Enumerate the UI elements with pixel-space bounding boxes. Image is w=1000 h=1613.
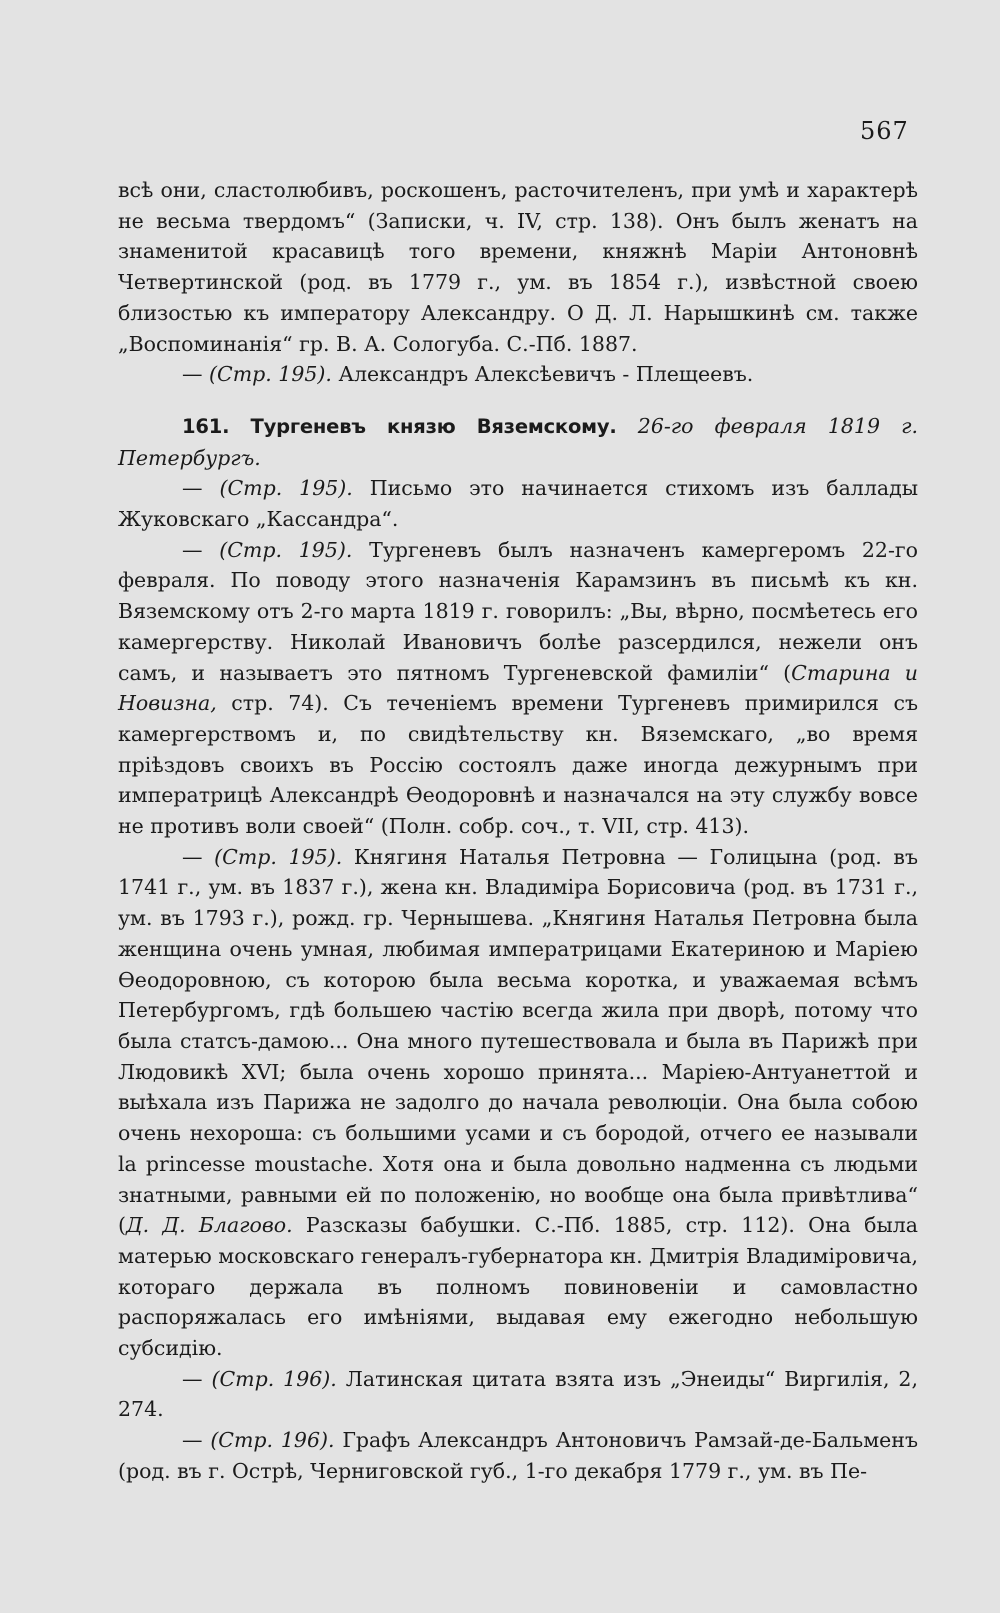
source-author: Д. Д. Благово. [126, 1213, 293, 1238]
page-reference: (Стр. 196). [210, 1428, 335, 1453]
note-text: Тургеневъ былъ назначенъ камергеромъ 22-го февраля. По поводу этого назначенія Карамзинъ въ письмѣ къ кн. Вяземскому отъ 2-го марта 1819 г. говорилъ: „Вы, вѣрно, посмѣетесь его камергерству. Николай Ивановичъ болѣе разсердился, нежели онъ самъ, и называетъ это пятномъ Тургеневской фамиліи“ ( [118, 537, 918, 685]
paragraph-text: всѣ они, сластолюбивъ, роскошенъ, расточителенъ, при умѣ и характерѣ не весьма твердомъ“ (Записки, ч. IV, стр. 138). Онъ былъ женатъ на знаменитой красавицѣ того времени, княжнѣ Маріи Антоновнѣ Четвертинской (род. въ 1779 г., ум. въ 1854 г.), извѣстной своею близостью къ императору Александру. О Д. Л. Нарышкинѣ см. также „Воспоминанія“ гр. В. А. Сологуба. С.-Пб. 1887. [118, 178, 918, 356]
note-text: Александръ Алексѣевичъ - Плещеевъ. [331, 362, 754, 387]
note-text: Письмо это начинается стихомъ изъ баллады Жуковскаго „Кассандра“. [118, 476, 919, 532]
page-number: 567 [860, 117, 909, 145]
note-text: стр. 74). Съ теченіемъ времени Тургеневъ примирился съ камергерствомъ и, по свидѣтельству кн. Вяземскаго, „во время пріѣздовъ своихъ въ Россію состоялъ даже иногда дежурнымъ при императрицѣ Александрѣ Ѳеодоровнѣ и назначался на эту службу вовсе не противъ воли своей“ (Полн. собр. соч., т. VII, стр. 413). [118, 691, 918, 839]
entry-heading [118, 411, 918, 473]
note-paragraph: — (Стр. 196). Графъ Александръ Антоновичъ Рамзай-де-Бальменъ (род. въ г. Острѣ, Черниговской губ., 1-го декабря 1779 г., ум. въ Пе- [118, 1428, 918, 1483]
page-reference: (Стр. 195). [214, 844, 343, 869]
note-text: Латинская цитата взята изъ „Энеиды“ Виргилія, 2, 274. [118, 1366, 918, 1422]
note-paragraph: — (Стр. 195). Александръ Алексѣевичъ - Плещеевъ. [182, 362, 754, 387]
page-reference: (Стр. 195). [219, 537, 353, 562]
note-paragraph: — (Стр. 195). Письмо это начинается стихомъ изъ баллады Жуковскаго „Кассандра“. [118, 476, 919, 532]
page-reference: (Стр. 196). [211, 1366, 337, 1391]
note-paragraph: — (Стр. 195). Тургеневъ былъ назначенъ камергеромъ 22-го февраля. По поводу этого назначенія Карамзинъ въ письмѣ къ кн. Вяземскому отъ 2-го марта 1819 г. говорилъ: „Вы, вѣрно, посмѣетесь его камергерству. Николай Ивановичъ болѣе разсердился, нежели онъ самъ, и называетъ это пятномъ Тургеневской фамиліи“ (Старина и Новизна, стр. 74). Съ теченіемъ времени Тургеневъ примирился съ камергерствомъ и, по свидѣтельству кн. Вяземскаго, „во время пріѣздовъ своихъ въ Россію состоялъ даже иногда дежурнымъ при императрицѣ Александрѣ Ѳеодоровнѣ и назначался на эту службу вовсе не противъ воли своей“ (Полн. собр. соч., т. VII, стр. 413). [118, 537, 918, 839]
page-reference: (Стр. 195). [219, 476, 353, 501]
paragraph-continuation [118, 175, 918, 359]
note-paragraph: — (Стр. 195). Княгиня Наталья Петровна — Голицына (род. въ 1741 г., ум. въ 1837 г.), жена кн. Владиміра Борисовича (род. въ 1731 г., ум. въ 1793 г.), рожд. гр. Чернышева. „Княгиня Наталья Петровна была женщина очень умная, любимая императрицами Екатериною и Маріею Ѳеодоровною, съ которою была весьма коротка, и уважаемая всѣмъ Петербургомъ, гдѣ большею частію всегда жила при дворѣ, потому что была статсъ-дамою... Она много путешествовала и была въ Парижѣ при Людовикѣ XVI; была очень хорошо принята... Маріею-Антуанеттой и выѣхала изъ Парижа не задолго до начала революціи. Она была собою очень нехороша: съ большими усами и съ бородой, отчего ее называли la princesse moustache. Хотя она и была довольно надменна съ людьми знатными, равными ей по положенію, но вообще она была привѣтлива“ (Д. Д. Благово. Разсказы бабушки. С.-Пб. 1885, стр. 112). Она была матерью московскаго генералъ-губернатора кн. Дмитрія Владиміровича, котораго держала въ полномъ повиновеніи и самовластно распоряжалась его имѣніями, выдавая ему ежегодно небольшую субсидію. [118, 844, 919, 1361]
note-text: Княгиня Наталья Петровна — Голицына (род. въ 1741 г., ум. въ 1837 г.), жена кн. Владиміра Борисовича (род. въ 1731 г., ум. въ 1793 г.), рожд. гр. Чернышева. „Княгиня Наталья Петровна была женщина очень умная, любимая императрицами Екатериною и Маріею Ѳеодоровною, съ которою была весьма коротка, и уважаемая всѣмъ Петербургомъ, гдѣ большею частію всегда жила при дворѣ, потому что была статсъ-дамою... Она много путешествовала и была въ Парижѣ при Людовикѣ XVI; была очень хорошо принята... Маріею-Антуанеттой и выѣхала изъ Парижа не задолго до начала революціи. Она была собою очень нехороша: съ большими усами и съ бородой, отчего ее называли la princesse moustache. Хотя она и была довольно надменна съ людьми знатными, равными ей по положенію, но вообще она была привѣтлива“ ( [118, 844, 918, 1238]
source-title: Старина и Новизна, [118, 660, 918, 716]
note-text: Графъ Александръ Антоновичъ Рамзай-де-Бальменъ (род. въ г. Острѣ, Черниговской губ., 1-го декабря 1779 г., ум. въ Пе- [118, 1428, 918, 1483]
page-reference: (Стр. 195). [209, 362, 332, 387]
entry-title: 161. Тургеневъ князю Вяземскому. [182, 414, 617, 438]
entry-date: 26-го февраля 1819 г. Петербургъ. [118, 413, 918, 470]
note-paragraph: — (Стр. 196). Латинская цитата взята изъ „Энеиды“ Виргилія, 2, 274. [118, 1366, 918, 1422]
note-text: Разсказы бабушки. С.-Пб. 1885, стр. 112). Она была матерью московскаго генералъ-губернатора кн. Дмитрія Владиміровича, котораго держала въ полномъ повиновеніи и самовластно распоряжалась его имѣніями, выдавая ему ежегодно небольшую субсидію. [118, 1213, 919, 1361]
body-text [118, 175, 918, 1487]
